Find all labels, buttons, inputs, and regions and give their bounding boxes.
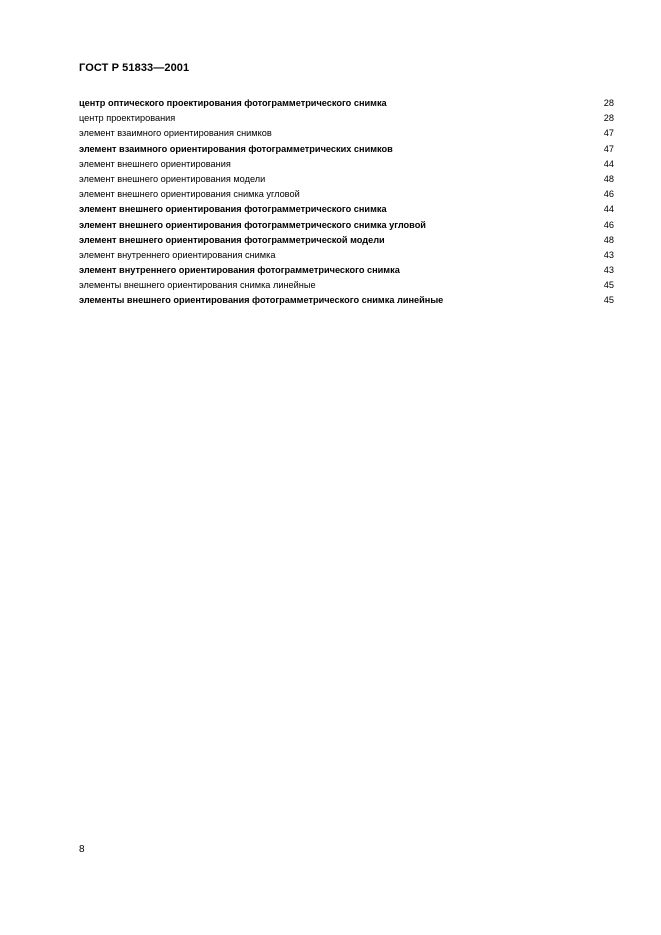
index-term: элемент внешнего ориентирования фотограмметрического снимка [79,204,387,215]
index-term: элемент внутреннего ориентирования снимка [79,249,276,260]
index-row [79,248,614,263]
index-page-ref: 44 [603,158,614,169]
index-term: элемент взаимного ориентирования снимков [79,128,272,139]
index-page-ref: 43 [603,249,614,260]
index-row [79,278,614,293]
index-page-ref: 43 [603,265,614,276]
index-term: элементы внешнего ориентирования снимка линейные [79,280,316,291]
index-row [79,233,614,248]
index-row [79,202,614,217]
index-page-ref: 48 [603,173,614,184]
index-page-ref: 46 [603,189,614,200]
index-page-ref: 28 [603,98,614,108]
index-term: элемент внешнего ориентирования фотограмметрической модели [79,234,385,245]
index-row [79,187,614,202]
index-term: элементы внешнего ориентирования фотограмметрического снимка линейные [79,295,444,306]
index-row [79,142,614,157]
index-term: центр проектирования [79,113,176,124]
index-row [79,111,614,126]
index-term: элемент внешнего ориентирования модели [79,173,266,184]
page-number: 8 [79,844,85,855]
index-row [79,172,614,187]
index-page-ref: 45 [603,280,614,291]
index-term: элемент внешнего ориентирования [79,158,231,169]
index-page-ref: 28 [603,113,614,124]
index-term: элемент внутреннего ориентирования фотограмметрического снимка [79,265,400,276]
index-term: центр оптического проектирования фотограмметрического снимка [79,98,387,108]
index-row [79,157,614,172]
index-row [79,218,614,233]
index-term: элемент взаимного ориентирования фотограмметрических снимков [79,143,393,154]
document-header: ГОСТ Р 51833—2001 [79,62,190,74]
index-page-ref: 45 [603,295,614,306]
index-term: элемент внешнего ориентирования фотограмметрического снимка угловой [79,219,426,230]
index-row [79,126,614,141]
index-page-ref: 47 [603,128,614,139]
index-row [79,293,614,308]
index-term: элемент внешнего ориентирования снимка угловой [79,189,300,200]
index-row [79,263,614,278]
index-page-ref: 47 [603,143,614,154]
term-index-list [79,96,614,309]
index-page-ref: 44 [603,204,614,215]
index-page-ref: 48 [603,234,614,245]
index-page-ref: 46 [603,219,614,230]
index-row [79,96,614,111]
